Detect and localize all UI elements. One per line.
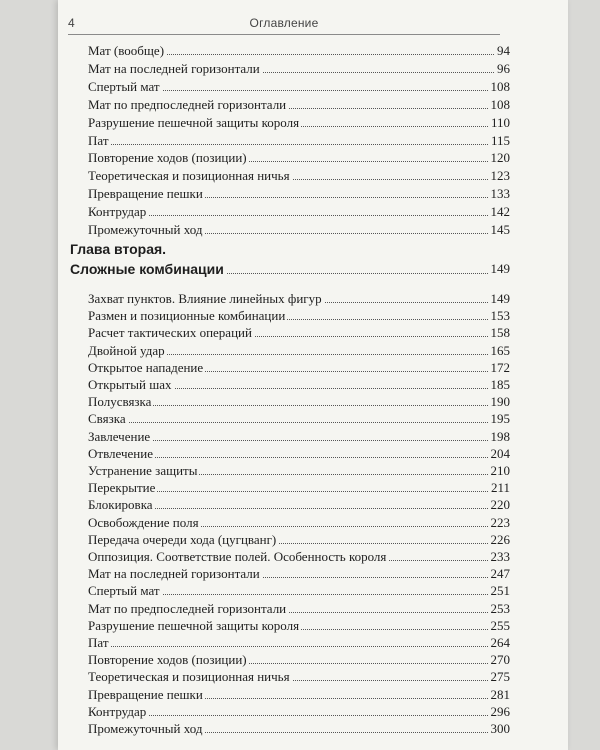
page-number: 4 xyxy=(68,16,75,30)
toc-entry-title: Завлечение xyxy=(88,428,151,444)
toc-entry-title: Двойной удар xyxy=(88,342,165,358)
toc-entry[interactable] xyxy=(88,565,510,582)
toc-entry-title: Оппозиция. Соответствие полей. Особенность короля xyxy=(88,549,387,564)
toc-entry-page: 253 xyxy=(490,600,510,616)
toc-entry-title: Открытый шах xyxy=(88,377,172,392)
book-page xyxy=(58,0,568,750)
toc-entry-page: 123 xyxy=(490,168,510,184)
toc-entry-page: 296 xyxy=(490,703,510,719)
toc-entry-page: 270 xyxy=(490,652,510,668)
toc-entry[interactable] xyxy=(88,634,510,651)
toc-entry-page: 233 xyxy=(490,549,510,564)
toc-entry[interactable] xyxy=(88,307,510,324)
chapter-page: 149 xyxy=(489,259,511,279)
toc-entry[interactable] xyxy=(88,290,510,307)
toc-entry-title: Мат (вообще) xyxy=(88,43,165,58)
toc-entry-title: Мат по предпоследней горизонтали xyxy=(88,600,287,616)
toc-entry-page: 110 xyxy=(490,114,510,130)
dot-leader xyxy=(88,646,510,647)
toc-entry[interactable] xyxy=(88,324,510,341)
toc-entry-title: Передача очереди хода (цугцванг) xyxy=(88,531,277,547)
toc-entry[interactable] xyxy=(88,479,510,496)
toc-entry-title: Разрушение пешечной защиты короля xyxy=(88,114,300,130)
dot-leader xyxy=(88,144,510,145)
toc-entry[interactable] xyxy=(88,617,510,634)
toc-entry[interactable] xyxy=(88,221,510,238)
toc-entry-title: Спертый мат xyxy=(88,583,160,599)
toc-entry-title: Контрудар xyxy=(88,204,147,220)
toc-entry-page: 133 xyxy=(490,186,510,202)
dot-leader xyxy=(88,215,510,216)
toc-entry-page: 153 xyxy=(490,308,510,324)
toc-entry[interactable] xyxy=(88,132,510,149)
toc-entry[interactable] xyxy=(88,514,510,531)
dot-leader xyxy=(88,422,510,423)
running-title: Оглавление xyxy=(249,16,319,30)
toc-entry[interactable] xyxy=(88,462,510,479)
toc-entry-page: 165 xyxy=(490,342,510,358)
toc-entry-page: 275 xyxy=(490,669,510,685)
toc-entry-title: Повторение ходов (позиции) xyxy=(88,150,247,166)
toc-entry-title: Превращение пешки xyxy=(88,186,203,202)
toc-entry-page: 198 xyxy=(490,428,510,444)
toc-entry-title: Промежуточный ход xyxy=(88,721,203,736)
toc-entry-page: 96 xyxy=(497,60,510,76)
chapter-number: Глава вторая. xyxy=(70,241,167,257)
toc-entry-title: Разрушение пешечной защиты короля xyxy=(88,617,300,633)
toc-entry[interactable] xyxy=(88,548,510,565)
toc-entry[interactable] xyxy=(88,496,510,513)
toc-entry-page: 211 xyxy=(490,480,510,496)
toc-entry-page: 264 xyxy=(490,635,510,650)
toc-entry[interactable] xyxy=(88,96,510,113)
toc-entry-title: Размен и позиционные комбинации xyxy=(88,308,286,324)
toc-entry-page: 149 xyxy=(490,291,510,306)
toc-entry[interactable] xyxy=(88,149,510,166)
page-header xyxy=(68,14,500,35)
dot-leader xyxy=(88,715,510,716)
toc-entry-page: 204 xyxy=(490,445,510,461)
toc-entry-title: Контрудар xyxy=(88,703,147,719)
toc-entry[interactable] xyxy=(88,114,510,131)
toc-entry-title: Спертый мат xyxy=(88,78,160,94)
toc-entry[interactable] xyxy=(88,668,510,685)
toc-entry[interactable] xyxy=(88,428,510,445)
toc-entry-page: 142 xyxy=(490,204,510,220)
toc-entry-page: 185 xyxy=(490,377,510,392)
toc-entry[interactable] xyxy=(88,60,510,77)
toc-entry-page: 251 xyxy=(490,583,510,599)
toc-entry[interactable] xyxy=(88,582,510,599)
toc-entry[interactable] xyxy=(88,42,510,59)
toc-entry-title: Захват пунктов. Влияние линейных фигур xyxy=(88,291,322,306)
toc-entry-page: 220 xyxy=(490,497,510,513)
toc-entry[interactable] xyxy=(88,359,510,376)
toc-entry-title: Блокировка xyxy=(88,497,153,513)
toc-entry-title: Промежуточный ход xyxy=(88,222,203,237)
toc-entry-page: 172 xyxy=(490,359,510,375)
toc-entry-title: Освобождение поля xyxy=(88,514,199,530)
toc-entry-title: Повторение ходов (позиции) xyxy=(88,652,247,668)
toc-entry-page: 190 xyxy=(490,394,510,410)
toc-entry[interactable] xyxy=(88,651,510,668)
toc-entry[interactable] xyxy=(88,703,510,720)
toc-entry-title: Связка xyxy=(88,411,126,427)
toc-entry-page: 115 xyxy=(490,132,510,148)
toc-entry-page: 158 xyxy=(490,325,510,341)
toc-entry[interactable] xyxy=(88,342,510,359)
toc-entry-title: Мат на последней горизонтали xyxy=(88,60,260,76)
toc-entry-title: Открытое нападение xyxy=(88,359,204,375)
toc-entry-page: 108 xyxy=(490,96,510,112)
toc-entry-page: 300 xyxy=(490,721,510,736)
toc-entry-title: Пат xyxy=(88,635,109,650)
toc-entry[interactable] xyxy=(88,686,510,703)
toc-entry-title: Мат на последней горизонтали xyxy=(88,566,260,582)
toc-entry-title: Пат xyxy=(88,132,109,148)
chapter-title-row[interactable] xyxy=(70,259,510,279)
chapter-title: Сложные комбинации xyxy=(70,261,224,277)
toc-entry[interactable] xyxy=(88,410,510,427)
toc-entry-title: Превращение пешки xyxy=(88,686,203,702)
toc-entry[interactable] xyxy=(88,203,510,220)
toc-entry-page: 226 xyxy=(490,531,510,547)
toc-entry-title: Мат по предпоследней горизонтали xyxy=(88,96,287,112)
toc-entry[interactable] xyxy=(88,720,510,737)
toc-entry-title: Отвлечение xyxy=(88,445,153,461)
toc-entry-page: 145 xyxy=(490,222,510,237)
toc-entry-title: Устранение защиты xyxy=(88,463,198,478)
toc-entry-title: Перекрытие xyxy=(88,480,156,496)
toc-entry-title: Полусвязка xyxy=(88,394,152,410)
toc-entry-page: 108 xyxy=(490,78,510,94)
toc-entry-page: 94 xyxy=(497,43,510,58)
toc-entry-page: 120 xyxy=(490,150,510,166)
toc-entry[interactable] xyxy=(88,376,510,393)
toc-entry[interactable] xyxy=(88,445,510,462)
toc-entry[interactable] xyxy=(88,531,510,548)
toc-entry-title: Расчет тактических операций xyxy=(88,325,252,341)
chapter-heading xyxy=(70,239,510,279)
toc-entry[interactable] xyxy=(88,78,510,95)
toc-entry-page: 210 xyxy=(490,463,510,478)
toc-entry[interactable] xyxy=(88,185,510,202)
toc-entry-page: 281 xyxy=(490,686,510,702)
toc-entry-page: 255 xyxy=(490,617,510,633)
toc-entry[interactable] xyxy=(88,393,510,410)
toc-entry-page: 195 xyxy=(490,411,510,427)
toc-entry-page: 223 xyxy=(490,514,510,530)
toc-entry-title: Теоретическая и позиционная ничья xyxy=(88,168,290,184)
toc-entry-page: 247 xyxy=(490,566,510,582)
toc-entry[interactable] xyxy=(88,600,510,617)
toc-entry[interactable] xyxy=(88,167,510,184)
toc-entry-title: Теоретическая и позиционная ничья xyxy=(88,669,290,685)
